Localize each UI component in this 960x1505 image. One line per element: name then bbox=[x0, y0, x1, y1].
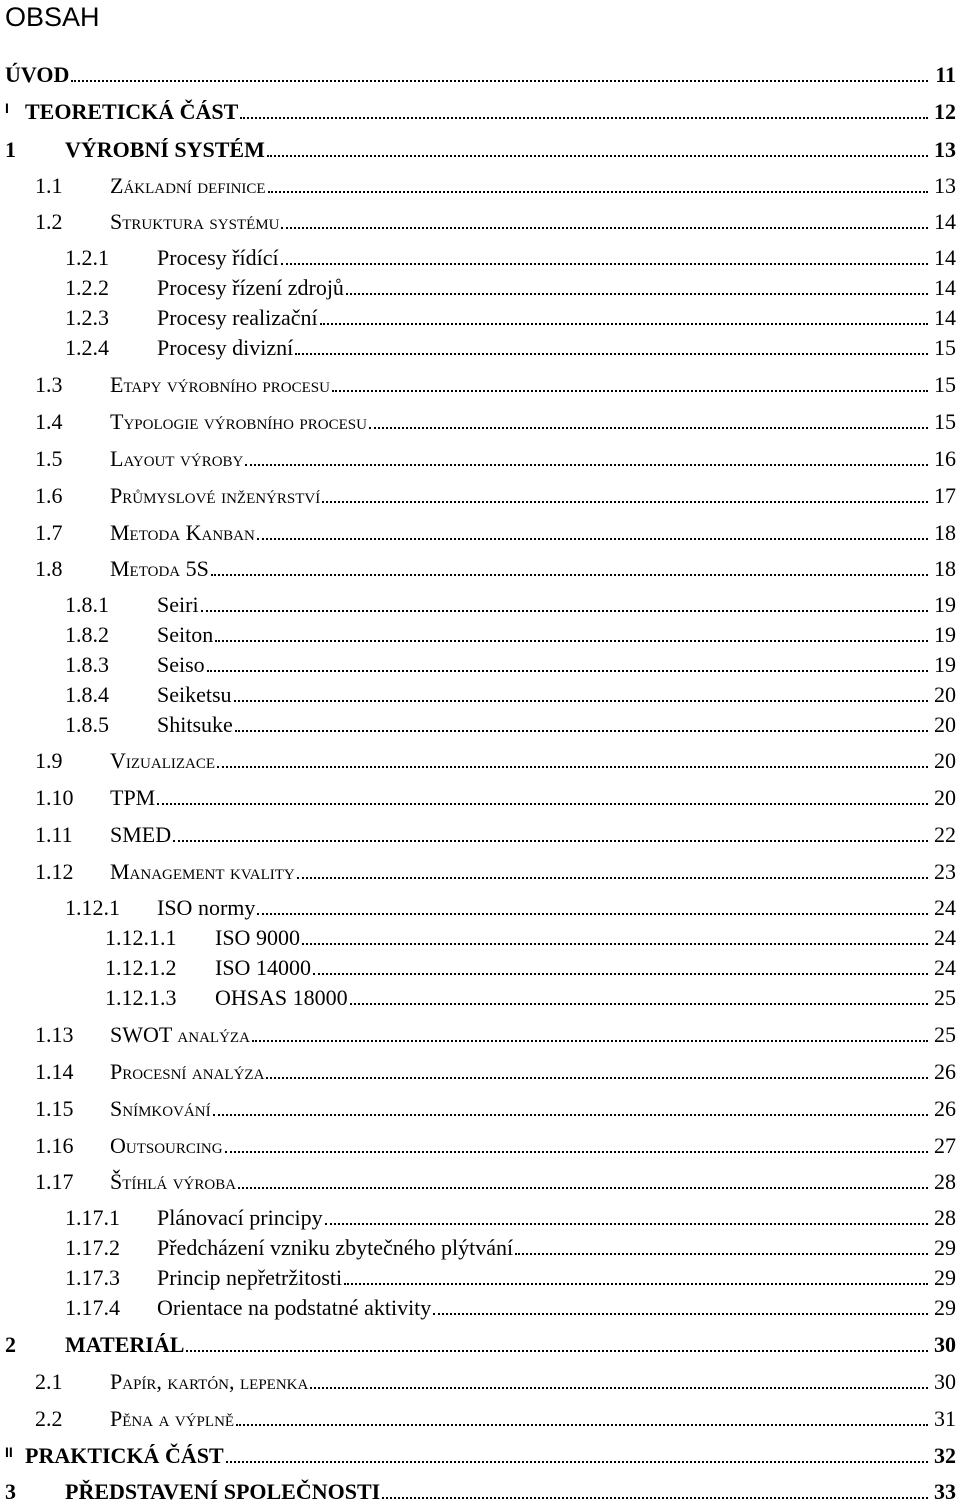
toc-entry[interactable] bbox=[0, 95, 960, 125]
toc-entry-page: 20 bbox=[934, 682, 956, 707]
dot-leader bbox=[302, 943, 928, 945]
toc-entry[interactable] bbox=[0, 1165, 960, 1195]
toc-entry[interactable] bbox=[0, 1261, 960, 1291]
toc-entry-title: Vizualizace bbox=[110, 748, 216, 773]
toc-entry-page: 20 bbox=[934, 712, 956, 737]
dot-leader bbox=[322, 501, 928, 503]
toc-entry-page: 11 bbox=[935, 62, 956, 87]
toc-entry-number: 1.12.1.3 bbox=[105, 985, 177, 1010]
toc-entry-title: Shitsuke bbox=[157, 712, 233, 737]
toc-entry-page: 30 bbox=[934, 1332, 956, 1357]
dot-leader bbox=[382, 1497, 928, 1499]
toc-entry[interactable] bbox=[0, 1439, 960, 1469]
toc-entry-page: 29 bbox=[934, 1265, 956, 1290]
toc-entry-title: Snímkování bbox=[110, 1096, 211, 1121]
toc-entry-title: Struktura systému bbox=[110, 209, 280, 234]
toc-entry[interactable] bbox=[0, 1328, 960, 1358]
dot-leader bbox=[310, 1387, 928, 1389]
toc-entry-page: 13 bbox=[934, 137, 956, 162]
toc-entry-page: 24 bbox=[934, 925, 956, 950]
toc-entry-page: 26 bbox=[934, 1059, 956, 1084]
toc-entry[interactable] bbox=[0, 981, 960, 1011]
toc-entry-page: 15 bbox=[934, 409, 956, 434]
toc-entry-title: Papír, kartón, lepenka bbox=[110, 1369, 309, 1394]
toc-entry-number: 1.15 bbox=[35, 1096, 74, 1121]
toc-entry-number: 1 bbox=[5, 137, 16, 162]
dot-leader bbox=[71, 80, 928, 82]
dot-leader bbox=[236, 1424, 928, 1426]
dot-leader bbox=[332, 390, 928, 392]
toc-entry-title: Management kvality bbox=[110, 859, 295, 884]
toc-entry-title: TEORETICKÁ ČÁST bbox=[25, 99, 239, 124]
toc-entry-number: 1.3 bbox=[35, 372, 63, 397]
toc-entry[interactable] bbox=[0, 708, 960, 738]
toc-entry[interactable] bbox=[0, 1201, 960, 1231]
dot-leader bbox=[213, 1114, 928, 1116]
toc-entry-page: 26 bbox=[934, 1096, 956, 1121]
dot-leader bbox=[201, 610, 928, 612]
toc-entry-page: 33 bbox=[934, 1479, 956, 1504]
dot-leader bbox=[281, 263, 928, 265]
toc-entry[interactable] bbox=[0, 133, 960, 163]
toc-entry[interactable] bbox=[0, 169, 960, 199]
toc-entry-title: Etapy výrobního procesu bbox=[110, 372, 330, 397]
toc-entry-title: VÝROBNÍ SYSTÉM bbox=[65, 137, 265, 162]
toc-entry[interactable] bbox=[0, 368, 960, 398]
toc-entry-number: 1.9 bbox=[35, 748, 63, 773]
toc-entry-number: 1.14 bbox=[35, 1059, 74, 1084]
dot-leader bbox=[225, 1151, 928, 1153]
toc-entry-title: OHSAS 18000 bbox=[215, 985, 348, 1010]
dot-leader bbox=[369, 427, 928, 429]
toc-entry-title: Metoda Kanban bbox=[110, 520, 255, 545]
toc-entry-title: Seiketsu bbox=[157, 682, 232, 707]
toc-entry-title: Procesy řízení zdrojů bbox=[157, 275, 344, 300]
toc-entry[interactable] bbox=[0, 1092, 960, 1122]
dot-leader bbox=[433, 1313, 928, 1315]
toc-entry-page: 27 bbox=[934, 1133, 956, 1158]
toc-entry-number: 1.1 bbox=[35, 173, 63, 198]
toc-entry-page: 16 bbox=[934, 446, 956, 471]
toc-entry[interactable] bbox=[0, 951, 960, 981]
dot-leader bbox=[515, 1253, 928, 1255]
dot-leader bbox=[268, 191, 928, 193]
toc-entry-number: 1.17.4 bbox=[65, 1295, 120, 1320]
toc-entry-number: 1.12.1.1 bbox=[105, 925, 177, 950]
toc-entry-page: 18 bbox=[934, 520, 956, 545]
toc-entry-title: Předcházení vzniku zbytečného plýtvání bbox=[157, 1235, 514, 1260]
dot-leader bbox=[313, 973, 928, 975]
toc-entry[interactable] bbox=[0, 855, 960, 885]
toc-entry-title: SWOT analýza bbox=[110, 1022, 250, 1047]
toc-entry-title: Seiton bbox=[157, 622, 214, 647]
toc-entry-title: Průmyslové inženýrství bbox=[110, 483, 321, 508]
toc-entry[interactable] bbox=[0, 1402, 960, 1432]
toc-entry-number: 2.1 bbox=[35, 1369, 63, 1394]
toc-entry[interactable] bbox=[0, 1018, 960, 1048]
toc-entry-page: 13 bbox=[934, 173, 956, 198]
toc-entry-title: ISO normy bbox=[157, 895, 256, 920]
toc-entry-page: 25 bbox=[934, 1022, 956, 1047]
dot-leader bbox=[344, 1283, 928, 1285]
toc-entry[interactable] bbox=[0, 818, 960, 848]
dot-leader bbox=[207, 670, 928, 672]
dot-leader bbox=[295, 353, 928, 355]
toc-entry[interactable] bbox=[0, 479, 960, 509]
toc-entry-number: 1.13 bbox=[35, 1022, 74, 1047]
dot-leader bbox=[257, 538, 928, 540]
toc-entry-title: PŘEDSTAVENÍ SPOLEČNOSTI bbox=[65, 1479, 381, 1504]
toc-entry[interactable] bbox=[0, 271, 960, 301]
toc-entry[interactable] bbox=[0, 1231, 960, 1261]
toc-entry-title: Layout výroby bbox=[110, 446, 244, 471]
toc-entry[interactable] bbox=[0, 442, 960, 472]
dot-leader bbox=[281, 227, 928, 229]
toc-entry[interactable] bbox=[0, 1055, 960, 1085]
toc-entry[interactable] bbox=[0, 301, 960, 331]
toc-entry-page: 20 bbox=[934, 748, 956, 773]
toc-entry-number: 1.2.2 bbox=[65, 275, 109, 300]
toc-entry-page: 18 bbox=[934, 556, 956, 581]
toc-entry-number: I bbox=[5, 100, 9, 116]
toc-entry-page: 25 bbox=[934, 985, 956, 1010]
toc-entry-title: Seiri bbox=[157, 592, 199, 617]
dot-leader bbox=[226, 1461, 928, 1463]
dot-leader bbox=[257, 913, 928, 915]
toc-entry[interactable] bbox=[0, 516, 960, 546]
toc-entry-number: II bbox=[5, 1444, 13, 1460]
toc-entry-page: 12 bbox=[934, 99, 956, 124]
toc-entry[interactable] bbox=[0, 1365, 960, 1395]
toc-entry-number: 1.8 bbox=[35, 556, 63, 581]
toc-entry-page: 19 bbox=[934, 592, 956, 617]
toc-entry-number: 1.4 bbox=[35, 409, 63, 434]
dot-leader bbox=[350, 1003, 928, 1005]
dot-leader bbox=[235, 730, 928, 732]
toc-entry-title: TPM bbox=[110, 785, 156, 810]
toc-entry-number: 1.12.1 bbox=[65, 895, 120, 920]
toc-entry-page: 30 bbox=[934, 1369, 956, 1394]
toc-entry[interactable] bbox=[0, 588, 960, 618]
toc-entry[interactable] bbox=[0, 1291, 960, 1321]
toc-entry-number: 1.8.3 bbox=[65, 652, 109, 677]
toc-entry-number: 2 bbox=[5, 1332, 16, 1357]
toc-entry-title: Procesy řídící bbox=[157, 245, 279, 270]
toc-entry-number: 1.17.2 bbox=[65, 1235, 120, 1260]
toc-entry-title: SMED bbox=[110, 822, 172, 847]
toc-entry-number: 1.8.5 bbox=[65, 712, 109, 737]
toc-entry-title: Metoda 5S bbox=[110, 556, 209, 581]
toc-entry-title: ISO 14000 bbox=[215, 955, 311, 980]
toc-entry-title: Procesy divizní bbox=[157, 335, 294, 360]
toc-entry-number: 1.17.3 bbox=[65, 1265, 120, 1290]
toc-entry-page: 15 bbox=[934, 335, 956, 360]
toc-entry-page: 31 bbox=[934, 1406, 956, 1431]
toc-entry-page: 32 bbox=[934, 1443, 956, 1468]
toc-entry[interactable] bbox=[0, 331, 960, 361]
toc-entry-page: 24 bbox=[934, 955, 956, 980]
toc-entry-number: 1.2.3 bbox=[65, 305, 109, 330]
toc-entry-number: 1.17.1 bbox=[65, 1205, 120, 1230]
toc-entry-title: Typologie výrobního procesu bbox=[110, 409, 367, 434]
toc-entry-page: 14 bbox=[934, 305, 956, 330]
dot-leader bbox=[217, 766, 928, 768]
toc-entry-page: 14 bbox=[934, 275, 956, 300]
dot-leader bbox=[211, 574, 928, 576]
toc-entry[interactable] bbox=[0, 618, 960, 648]
toc-entry-page: 15 bbox=[934, 372, 956, 397]
toc-entry-page: 19 bbox=[934, 652, 956, 677]
dot-leader bbox=[266, 1077, 928, 1079]
toc-entry[interactable] bbox=[0, 1129, 960, 1159]
dot-leader bbox=[267, 155, 928, 157]
toc-entry-number: 1.2.4 bbox=[65, 335, 109, 360]
toc-entry-title: Princip nepřetržitosti bbox=[157, 1265, 343, 1290]
toc-entry-title: MATERIÁL bbox=[65, 1332, 185, 1357]
toc-entry-number: 1.8.2 bbox=[65, 622, 109, 647]
toc-entry-page: 14 bbox=[934, 209, 956, 234]
dot-leader bbox=[238, 1187, 928, 1189]
toc-entry-number: 1.2.1 bbox=[65, 245, 109, 270]
toc-entry-title: Štíhlá výroba bbox=[110, 1169, 237, 1194]
toc-entry[interactable] bbox=[0, 58, 960, 88]
toc-entry-number: 2.2 bbox=[35, 1406, 63, 1431]
toc-entry-number: 1.12.1.2 bbox=[105, 955, 177, 980]
toc-entry-number: 1.7 bbox=[35, 520, 63, 545]
dot-leader bbox=[245, 464, 928, 466]
toc-entry-number: 1.16 bbox=[35, 1133, 74, 1158]
dot-leader bbox=[173, 840, 928, 842]
dot-leader bbox=[157, 803, 928, 805]
toc-entry[interactable] bbox=[0, 552, 960, 582]
toc-entry[interactable] bbox=[0, 405, 960, 435]
toc-entry[interactable] bbox=[0, 678, 960, 708]
dot-leader bbox=[252, 1040, 928, 1042]
toc-entry-page: 20 bbox=[934, 785, 956, 810]
toc-entry-number: 1.2 bbox=[35, 209, 63, 234]
toc-entry-number: 1.11 bbox=[35, 822, 73, 847]
toc-entry-page: 28 bbox=[934, 1205, 956, 1230]
toc-entry[interactable] bbox=[0, 648, 960, 678]
toc-entry-page: 28 bbox=[934, 1169, 956, 1194]
toc-entry-number: 1.8.4 bbox=[65, 682, 109, 707]
toc-entry-title: Procesní analýza bbox=[110, 1059, 265, 1084]
toc-entry-title: Procesy realizační bbox=[157, 305, 318, 330]
toc-entry-page: 23 bbox=[934, 859, 956, 884]
toc-entry-page: 29 bbox=[934, 1235, 956, 1260]
toc-entry[interactable] bbox=[0, 744, 960, 774]
toc-entry-number: 1.5 bbox=[35, 446, 63, 471]
toc-entry-title: Plánovací principy bbox=[157, 1205, 323, 1230]
toc-entry-page: 22 bbox=[934, 822, 956, 847]
toc-entry-title: Seiso bbox=[157, 652, 205, 677]
toc-entry-page: 17 bbox=[934, 483, 956, 508]
page-title: OBSAH bbox=[5, 2, 100, 32]
dot-leader bbox=[325, 1223, 928, 1225]
dot-leader bbox=[186, 1350, 928, 1352]
toc-entry-number: 1.6 bbox=[35, 483, 63, 508]
dot-leader bbox=[297, 877, 928, 879]
toc-entry-title: Základní definice bbox=[110, 173, 266, 198]
toc-entry[interactable] bbox=[0, 241, 960, 271]
toc-entry-page: 19 bbox=[934, 622, 956, 647]
toc-entry-title: Orientace na podstatné aktivity bbox=[157, 1295, 432, 1320]
toc-entry-title: PRAKTICKÁ ČÁST bbox=[25, 1443, 224, 1468]
toc-entry-number: 1.10 bbox=[35, 785, 74, 810]
toc-entry-title: ÚVOD bbox=[5, 62, 70, 87]
toc-entry[interactable] bbox=[0, 781, 960, 811]
dot-leader bbox=[240, 117, 928, 119]
toc-entry-number: 1.17 bbox=[35, 1169, 74, 1194]
toc-entry-title: ISO 9000 bbox=[215, 925, 300, 950]
toc-entry-page: 29 bbox=[934, 1295, 956, 1320]
dot-leader bbox=[234, 700, 928, 702]
toc-entry-page: 24 bbox=[934, 895, 956, 920]
toc-entry-title: Pěna a výplně bbox=[110, 1406, 235, 1431]
toc-entry[interactable] bbox=[0, 205, 960, 235]
dot-leader bbox=[320, 323, 928, 325]
toc-entry-number: 3 bbox=[5, 1479, 16, 1504]
toc-entry[interactable] bbox=[0, 1475, 960, 1505]
toc-entry-number: 1.8.1 bbox=[65, 592, 109, 617]
dot-leader bbox=[215, 640, 928, 642]
toc-entry-number: 1.12 bbox=[35, 859, 74, 884]
toc-entry-page: 14 bbox=[934, 245, 956, 270]
toc-entry-title: Outsourcing bbox=[110, 1133, 223, 1158]
toc-entry[interactable] bbox=[0, 891, 960, 921]
toc-entry[interactable] bbox=[0, 921, 960, 951]
dot-leader bbox=[346, 293, 928, 295]
